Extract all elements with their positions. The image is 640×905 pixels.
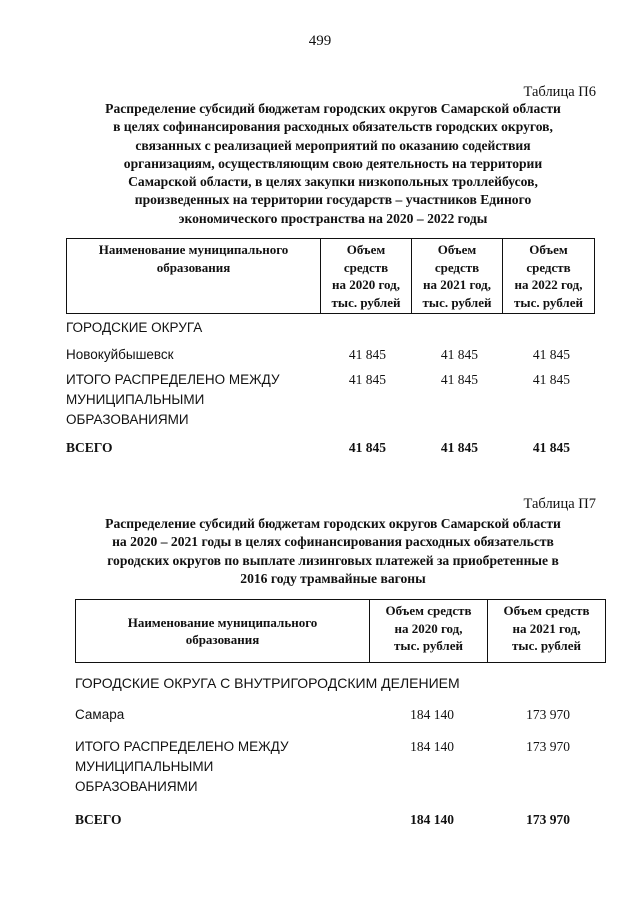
header-text: Объем xyxy=(529,242,568,257)
section-heading: ГОРОДСКИЕ ОКРУГА xyxy=(66,320,203,335)
row-name-itogo xyxy=(66,370,280,430)
header-text: тыс. рублей xyxy=(514,294,583,310)
cell-value: 41 845 xyxy=(440,372,478,387)
title-line: 2016 году трамвайные вагоны xyxy=(240,570,426,586)
row-name-line: ИТОГО РАСПРЕДЕЛЕНО МЕЖДУ xyxy=(66,372,280,387)
header-text: тыс. рублей xyxy=(512,638,581,653)
cell-value: 173 970 xyxy=(526,739,570,754)
row-name-total: ВСЕГО xyxy=(66,440,113,455)
title-line: связанных с реализацией мероприятий по оказанию содействия xyxy=(135,137,531,153)
title-line: в целях софинансирования расходных обязательств городских округов, xyxy=(113,119,553,135)
table-p6-title xyxy=(60,100,606,228)
table-p6-header xyxy=(66,238,595,314)
header-text: Объем xyxy=(346,242,386,257)
title-line: произведенных на территории государств – участников Единого xyxy=(134,192,532,208)
header-2020-cell xyxy=(370,600,488,663)
row-name-line: ИТОГО РАСПРЕДЕЛЕНО МЕЖДУ xyxy=(75,739,289,754)
header-text: Объем xyxy=(437,242,477,257)
cell-value: 41 845 xyxy=(532,372,570,387)
header-2020-cell xyxy=(321,239,412,314)
title-line: на 2020 – 2021 годы в целях софинансирования расходных обязательств xyxy=(112,534,554,550)
row-name: Новокуйбышевск xyxy=(66,347,174,362)
header-text: на 2022 год, xyxy=(514,277,583,292)
row-name-itogo xyxy=(75,737,289,797)
title-line: Самарской области, в целях закупки низкопольных троллейбусов, xyxy=(128,174,538,190)
header-name-cell xyxy=(76,600,370,663)
cell-value: 173 970 xyxy=(526,707,570,722)
header-text: Объем средств xyxy=(385,603,472,618)
page-number: 499 xyxy=(308,33,332,49)
row-name: Самара xyxy=(75,707,125,722)
cell-value-total: 184 140 xyxy=(410,812,454,827)
header-2021-cell xyxy=(412,239,503,314)
header-text: на 2020 год, xyxy=(331,277,401,292)
row-name-line: ОБРАЗОВАНИЯМИ xyxy=(75,779,198,794)
header-text: средств xyxy=(434,259,480,275)
cell-value: 41 845 xyxy=(532,347,570,362)
table-p6-label: Таблица П6 xyxy=(523,84,596,100)
cell-value-total: 173 970 xyxy=(526,812,570,827)
cell-value: 184 140 xyxy=(410,739,454,754)
header-2022-cell xyxy=(503,239,595,314)
row-name-total: ВСЕГО xyxy=(75,812,122,827)
table-p7-title xyxy=(60,515,606,588)
header-text: тыс. рублей xyxy=(331,294,401,310)
header-text: тыс. рублей xyxy=(422,294,492,310)
row-name-line: МУНИЦИПАЛЬНЫМИ xyxy=(75,759,214,774)
cell-value: 41 845 xyxy=(348,372,386,387)
header-name-cell xyxy=(67,239,321,314)
title-line: Распределение субсидий бюджетам городских округов Самарской области xyxy=(105,516,561,531)
header-2021-cell xyxy=(488,600,606,663)
header-text: на 2021 год, xyxy=(512,620,581,636)
header-text: образования xyxy=(156,259,231,275)
header-text: Объем средств xyxy=(503,603,590,618)
header-text: средств xyxy=(343,259,389,275)
row-name-line: МУНИЦИПАЛЬНЫМИ xyxy=(66,392,205,407)
title-line: городских округов по выплате лизинговых платежей за приобретенные в xyxy=(107,552,559,568)
cell-value-total: 41 845 xyxy=(440,440,478,455)
header-text: Наименование муниципального xyxy=(127,614,318,630)
cell-value: 41 845 xyxy=(440,347,478,362)
table-p7-header xyxy=(75,599,606,663)
header-text: Наименование муниципального xyxy=(98,242,289,257)
cell-value-total: 41 845 xyxy=(532,440,570,455)
header-text: образования xyxy=(185,632,260,647)
cell-value: 41 845 xyxy=(348,347,386,362)
title-line: экономического пространства на 2020 – 2022 годы xyxy=(178,210,488,226)
row-name-line: ОБРАЗОВАНИЯМИ xyxy=(66,412,189,427)
header-text: тыс. рублей xyxy=(394,638,463,653)
section-heading: ГОРОДСКИЕ ОКРУГА С ВНУТРИГОРОДСКИМ ДЕЛЕНИЕМ xyxy=(75,675,460,691)
title-line: Распределение субсидий бюджетам городских округов Самарской области xyxy=(105,101,561,116)
header-text: на 2020 год, xyxy=(394,620,463,636)
cell-value-total: 41 845 xyxy=(348,440,386,455)
header-text: средств xyxy=(526,259,571,275)
cell-value: 184 140 xyxy=(410,707,454,722)
header-text: на 2021 год, xyxy=(422,277,492,292)
table-p7-label: Таблица П7 xyxy=(523,496,596,512)
title-line: организациям, осуществляющим свою деятельность на территории xyxy=(123,155,543,171)
